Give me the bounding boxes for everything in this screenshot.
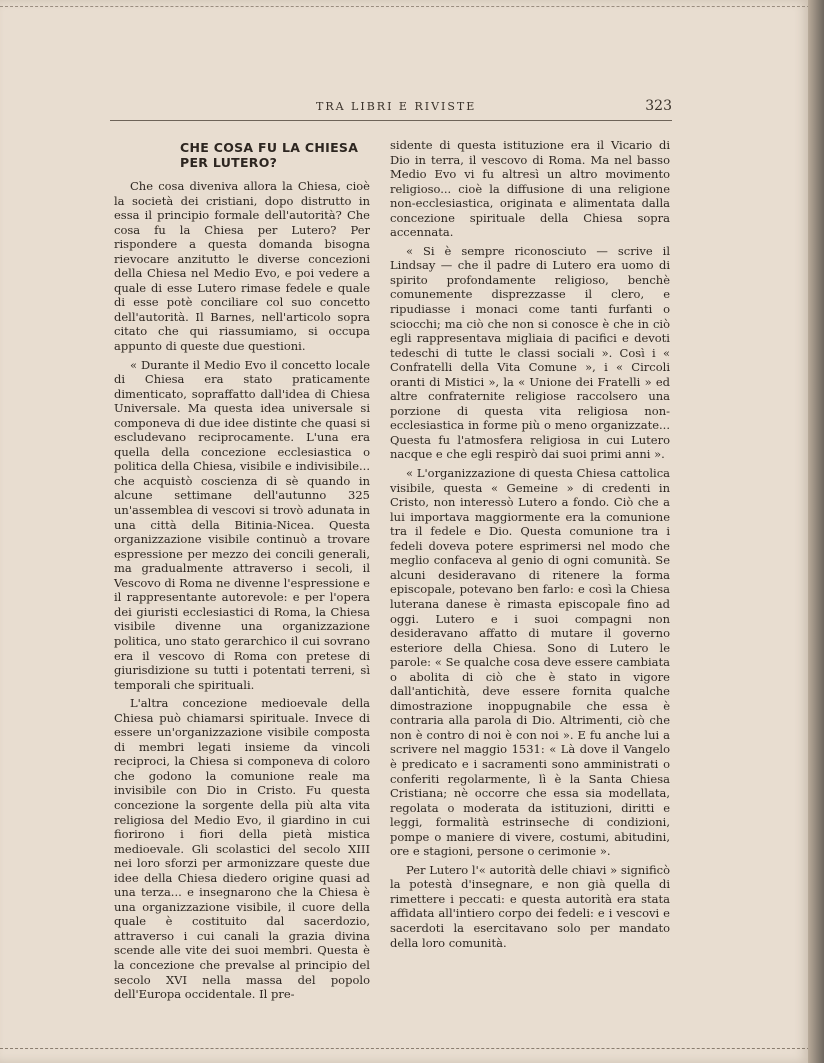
heading-line-2: PER LUTERO?: [180, 155, 278, 170]
left-column: [114, 140, 370, 1006]
paragraph: Che cosa diveniva allora la Chiesa, cioè la società dei cristiani, dopo distrutto in essa il principio formale dell'autorità? Che cosa fu la Chiesa per Lutero? Per rispondere a questa domanda bisogna rievocare anzitutto le diverse concezioni della Chiesa nel Medio Evo, e poi vedere a quale di esse Lutero rimase fedele e quale di esse potè conciliare col suo concetto dell'autorità. Il Barnes, nell'articolo sopra citato che qui riassumiamo, si occupa appunto di queste due questioni.: [114, 179, 370, 354]
page-number: 323: [645, 98, 672, 114]
paragraph: « Durante il Medio Evo il concetto locale di Chiesa era stato praticamente dimenticato, sopraffatto dall'idea di Chiesa Universale. Ma questa idea universale si componeva di due idee distinte che quasi si escludevano reciprocamente. L'una era quella della concezione ecclesiastica o politica della Chiesa, visibile e indivisibile... che acquistò coscienza di sè quando in alcune settimane dell'autunno 325 un'assemblea di vescovi si trovò adunata in una città della Bitinia-Nicea. Questa organizzazione visibile continuò a trovare espressione per mezzo dei concili generali, ma gradualmente attraverso i secoli, il Vescovo di Roma ne divenne l'espressione e il rappresentante autorevole: e per l'opera dei giuristi ecclesiastici di Roma, la Chiesa visibile divenne una organizzazione politica, uno stato gerarchico il cui sovrano era il vescovo di Roma con pretese di giurisdizione su tutti i potentati terreni, sì temporali che spirituali.: [114, 357, 370, 692]
paragraph: Per Lutero l'« autorità delle chiavi » significò la potestà d'insegnare, e non già quella di rimettere i peccati: e questa autorità era stata affidata all'intiero corpo dei fedeli: e i vescovi e sacerdoti la esercitavano solo per mandato della loro comunità.: [390, 862, 670, 950]
page-header: [110, 98, 672, 121]
paragraph: « Si è sempre riconosciuto — scrive il Lindsay — che il padre di Lutero era uomo di spirito profondamente religioso, benchè comunemente disprezzasse il clero, e ripudiasse i monaci come tanti furfanti o sciocchi; ma ciò che non si conosce è che in ciò egli rappresentava migliaia di pacifici e devoti tedeschi di tutte le classi sociali ». Così i « Confratelli della Vita Comune », i « Circoli oranti di Mistici », la « Unione dei Fratelli » ed altre confraternite religiose raccolsero una porzione di questa vita religiosa non-ecclesiastica in forme più o meno organizzate... Questa fu l'atmosfera religiosa in cui Lutero nacque e che egli respirò dai suoi primi anni ».: [390, 243, 670, 462]
right-column: [390, 138, 670, 954]
paragraph: L'altra concezione medioevale della Chiesa può chiamarsi spirituale. Invece di essere un'organizzazione visibile composta di membri legati insieme da vincoli reciproci, la Chiesa si componeva di coloro che godono la comunione reale ma invisibile con Dio in Cristo. Fu questa concezione la sorgente della più alta vita religiosa del Medio Evo, il giardino in cui fiorirono i fiori della pietà mistica medioevale. Gli scolastici del secolo XIII nei loro sforzi per armonizzare queste due idee della Chiesa diedero origine quasi ad una terza... e insegnarono che la Chiesa è una organizzazione visibile, il cuore della quale è costituito dal sacerdozio, attraverso i cui canali la grazia divina scende alle vite dei suoi membri. Questa è la concezione che prevalse al principio del secolo XVI nella massa del popolo dell'Europa occidentale. Il pre-: [114, 696, 370, 1002]
paragraph: sidente di questa istituzione era il Vicario di Dio in terra, il vescovo di Roma. Ma nel basso Medio Evo vi fu altresì un altro movimento religioso... cioè la diffusione di una religione non-ecclesiastica, originata e alimentata dalla concezione spirituale della Chiesa sopra accennata.: [390, 138, 670, 240]
top-edge-wear: [0, 6, 810, 8]
running-title: TRA LIBRI E RIVISTE: [316, 100, 477, 113]
page-edge-shadow: [808, 0, 824, 1063]
heading-line-1: CHE COSA FU LA CHIESA: [180, 140, 359, 155]
section-heading: [180, 140, 370, 170]
bottom-edge-wear: [0, 1048, 810, 1050]
paragraph: « L'organizzazione di questa Chiesa cattolica visibile, questa « Gemeine » di credenti in Cristo, non interessò Lutero a fondo. Ciò che a lui importava maggiormente era la comunione tra il fedele e Dio. Questa comunione tra i fedeli doveva potere esprimersi nel modo che meglio confaceva al genio di ogni comunità. Se alcuni desideravano di ritenere la forma episcopale, potevano ben farlo: e così la Chiesa luterana danese è rimasta episcopale fino ad oggi. Lutero e i suoi compagni non desideravano affatto di mutare il governo esteriore della Chiesa. Sono di Lutero le parole: « Se qualche cosa deve essere cambiata o abolita di ciò che è stato in vigore dall'antichità, deve essere fornita qualche dimostrazione inoppugnabile che essa è contraria alla parola di Dio. Altrimenti, ciò che non è contro di noi è con noi ». E fu anche lui a scrivere nel maggio 1531: « Là dove il Vangelo è predicato e i sacramenti sono amministrati o conferiti regolarmente, lì è la Santa Chiesa Cristiana; nè occorre che essa sia modellata, regolata o moderata da istituzioni, diritti e leggi, formalità estrinseche di condizioni, pompe o maniere di vivere, costumi, abitudini, ore e stagioni, persone o cerimonie ».: [390, 466, 670, 859]
